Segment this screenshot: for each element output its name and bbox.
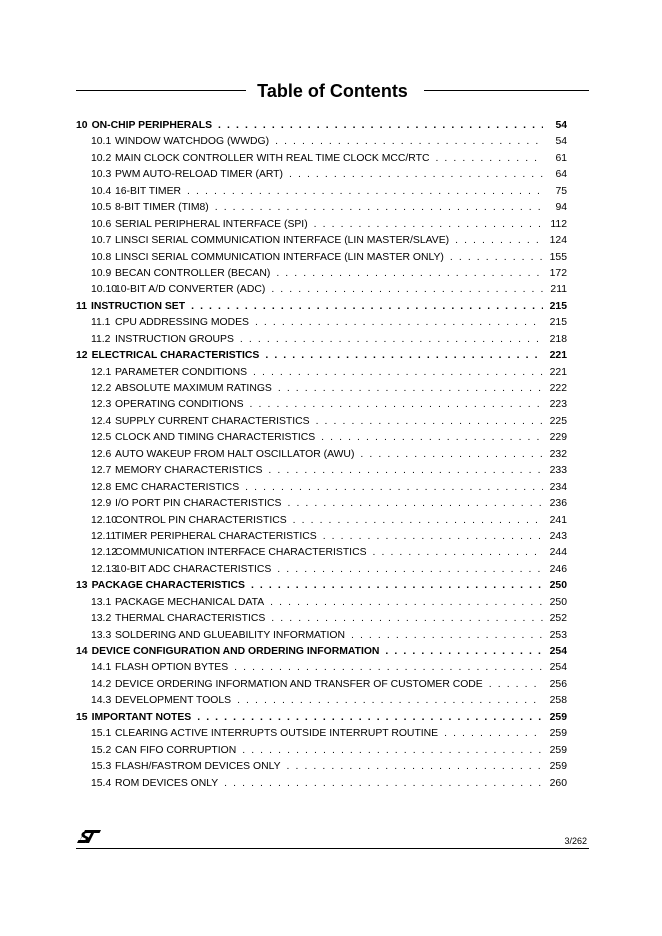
- toc-entry-number: 13: [76, 580, 88, 592]
- toc-section-entry[interactable]: [76, 743, 567, 759]
- toc-entry-page: 54: [555, 120, 567, 131]
- toc-entry-label: I/O PORT PIN CHARACTERISTICS: [115, 498, 282, 510]
- toc-chapter-entry[interactable]: [76, 644, 567, 660]
- toc-entry-label: LINSCI SERIAL COMMUNICATION INTERFACE (LIN MASTER/SLAVE): [115, 235, 450, 247]
- toc-dot-leader: [385, 644, 543, 660]
- toc-entry-page: 259: [549, 711, 567, 723]
- toc-entry-label: INSTRUCTION GROUPS: [115, 333, 234, 345]
- toc-entry-page: 61: [555, 152, 567, 164]
- toc-entry-label: FLASH/FASTROM DEVICES ONLY: [115, 761, 281, 773]
- toc-dot-leader: [323, 529, 543, 545]
- toc-dot-leader: [289, 167, 543, 183]
- toc-entry-page: 233: [549, 465, 567, 477]
- toc-chapter-entry[interactable]: [76, 348, 567, 364]
- toc-chapter-entry[interactable]: [76, 118, 567, 134]
- toc-dot-leader: [278, 381, 543, 397]
- toc-dot-leader: [351, 628, 543, 644]
- toc-dot-leader: [287, 496, 543, 512]
- toc-entry-page: 260: [549, 777, 567, 789]
- toc-entry-number: 15: [76, 711, 88, 723]
- toc-entry-number: 13.2: [91, 613, 112, 625]
- toc-entry-page: 241: [549, 514, 567, 526]
- toc-section-entry[interactable]: [76, 430, 567, 446]
- toc-entry-number: 10: [76, 120, 88, 131]
- toc-entry-label: CPU ADDRESSING MODES: [115, 317, 249, 329]
- toc-entry-page: 112: [550, 218, 567, 230]
- toc-dot-leader: [270, 595, 543, 611]
- toc-entry-page: 222: [549, 383, 567, 394]
- toc-dot-leader: [271, 282, 543, 298]
- toc-chapter-entry[interactable]: [76, 710, 567, 726]
- toc-dot-leader: [360, 447, 543, 463]
- toc-entry-number: 12: [76, 350, 88, 362]
- toc-entry-label: PACKAGE MECHANICAL DATA: [115, 596, 265, 608]
- toc-entry-number: 10.6: [91, 218, 112, 230]
- toc-entry-page: 94: [555, 202, 567, 214]
- toc-entry-label: CLOCK AND TIMING CHARACTERISTICS: [115, 432, 316, 444]
- toc-chapter-entry[interactable]: [76, 299, 567, 315]
- toc-entry-page: 221: [549, 350, 567, 362]
- toc-dot-leader: [321, 430, 543, 446]
- toc-entry-page: 215: [549, 317, 567, 329]
- toc-dot-leader: [450, 250, 543, 266]
- toc-entry-page: 64: [555, 169, 567, 181]
- toc-entry-page: 259: [549, 744, 567, 756]
- toc-entry-page: 155: [549, 251, 567, 263]
- toc-entry-label: WINDOW WATCHDOG (WWDG): [115, 136, 270, 148]
- toc-dot-leader: [191, 299, 543, 315]
- toc-dot-leader: [373, 545, 544, 561]
- toc-section-entry[interactable]: [76, 726, 567, 742]
- toc-section-entry[interactable]: [76, 677, 567, 693]
- toc-entry-page: 253: [549, 629, 567, 641]
- toc-dot-leader: [293, 513, 543, 529]
- toc-entry-label: LINSCI SERIAL COMMUNICATION INTERFACE (LIN MASTER ONLY): [115, 251, 444, 263]
- toc-section-entry[interactable]: [76, 693, 567, 709]
- toc-entry-label: FLASH OPTION BYTES: [115, 662, 229, 674]
- toc-entry-number: 14.1: [91, 662, 112, 674]
- toc-entry-label: ABSOLUTE MAXIMUM RATINGS: [115, 383, 272, 394]
- toc-dot-leader: [237, 693, 543, 709]
- toc-entry-number: 12.8: [91, 481, 112, 493]
- toc-dot-leader: [234, 660, 543, 676]
- toc-section-entry[interactable]: [76, 200, 567, 216]
- toc-entry-number: 10.1: [91, 136, 112, 148]
- toc-entry-label: PACKAGE CHARACTERISTICS: [91, 580, 245, 592]
- toc-section-entry[interactable]: [76, 233, 567, 249]
- toc-section-entry[interactable]: [76, 660, 567, 676]
- toc-entry-page: 246: [549, 563, 567, 575]
- toc-entry-number: 13.1: [91, 596, 112, 608]
- toc-entry-page: 256: [549, 678, 567, 690]
- toc-dot-leader: [187, 184, 543, 200]
- toc-section-entry[interactable]: [76, 151, 567, 167]
- toc-entry-number: 15.4: [91, 777, 112, 789]
- toc-section-entry[interactable]: [76, 217, 567, 233]
- toc-entry-number: 12.5: [91, 432, 112, 444]
- toc-entry-label: ON-CHIP PERIPHERALS: [91, 120, 213, 131]
- toc-entry-number: 15.2: [91, 744, 112, 756]
- toc-entry-number: 12.7: [91, 465, 112, 477]
- toc-entry-label: DEVICE CONFIGURATION AND ORDERING INFORMATION: [91, 646, 380, 657]
- toc-dot-leader: [444, 726, 543, 742]
- toc-entry-number: 14: [76, 646, 88, 657]
- toc-entry-page: 223: [549, 399, 567, 411]
- toc-entry-number: 12.4: [91, 415, 112, 427]
- toc-entry-page: 221: [549, 366, 567, 378]
- toc-dot-leader: [316, 414, 543, 430]
- toc-entry-label: OPERATING CONDITIONS: [115, 399, 244, 411]
- toc-entry-number: 12.6: [91, 448, 112, 460]
- toc-entry-page: 236: [549, 498, 567, 510]
- toc-section-entry[interactable]: [76, 496, 567, 512]
- toc-entry-label: 10-BIT A/D CONVERTER (ADC): [115, 284, 266, 296]
- toc-entry-number: 12.9: [91, 498, 112, 510]
- toc-entry-number: 10.8: [91, 251, 112, 263]
- toc-section-entry[interactable]: [76, 776, 567, 792]
- toc-section-entry[interactable]: [76, 282, 567, 298]
- toc-section-entry[interactable]: [76, 134, 567, 150]
- toc-dot-leader: [255, 315, 543, 331]
- toc-entry-page: 211: [550, 284, 567, 296]
- toc-dot-leader: [197, 710, 543, 726]
- toc-entry-label: MEMORY CHARACTERISTICS: [115, 465, 263, 477]
- toc-entry-label: SERIAL PERIPHERAL INTERFACE (SPI): [115, 218, 308, 230]
- toc-entry-label: BECAN CONTROLLER (BECAN): [115, 267, 271, 279]
- toc-entry-number: 10.3: [91, 169, 112, 181]
- toc-section-entry[interactable]: [76, 480, 567, 496]
- toc-entry-number: 12.10: [91, 514, 118, 526]
- toc-entry-page: 259: [549, 761, 567, 773]
- toc-entry-label: MAIN CLOCK CONTROLLER WITH REAL TIME CLOCK MCC/RTC: [115, 152, 430, 164]
- footer-page-number: 3/262: [564, 836, 587, 846]
- toc-entry-number: 12.1: [91, 366, 112, 378]
- toc-dot-leader: [251, 578, 543, 594]
- toc-entry-label: 10-BIT ADC CHARACTERISTICS: [115, 563, 272, 575]
- toc-section-entry[interactable]: [76, 397, 567, 413]
- toc-entry-number: 10.5: [91, 202, 112, 214]
- toc-section-entry[interactable]: [76, 184, 567, 200]
- toc-dot-leader: [314, 217, 543, 233]
- toc-entry-number: 12.13: [91, 563, 118, 575]
- toc-entry-number: 15.1: [91, 728, 112, 740]
- toc-entry-page: 229: [549, 432, 567, 444]
- toc-entry-page: 250: [549, 596, 567, 608]
- toc-entry-label: EMC CHARACTERISTICS: [115, 481, 240, 493]
- toc-entry-number: 12.3: [91, 399, 112, 411]
- toc-entry-label: CAN FIFO CORRUPTION: [115, 744, 237, 756]
- toc-entry-page: 254: [549, 646, 567, 657]
- toc-entry-label: SUPPLY CURRENT CHARACTERISTICS: [115, 415, 310, 427]
- toc-dot-leader: [265, 348, 543, 364]
- toc-entry-label: 8-BIT TIMER (TIM8): [115, 202, 209, 214]
- toc-entry-label: ROM DEVICES ONLY: [115, 777, 219, 789]
- toc-dot-leader: [215, 200, 543, 216]
- toc-entry-number: 14.2: [91, 678, 112, 690]
- toc-dot-leader: [218, 118, 543, 134]
- toc-section-entry[interactable]: [76, 365, 567, 381]
- toc-entry-number: 15.3: [91, 761, 112, 773]
- toc-section-entry[interactable]: [76, 628, 567, 644]
- toc-entry-page: 54: [555, 136, 567, 148]
- toc-entry-label: THERMAL CHARACTERISTICS: [115, 613, 266, 625]
- toc-entry-page: 124: [549, 235, 567, 247]
- toc-entry-page: 259: [549, 728, 567, 740]
- toc-dot-leader: [240, 332, 543, 348]
- toc-section-entry[interactable]: [76, 167, 567, 183]
- toc-entry-page: 252: [549, 613, 567, 625]
- toc-entry-page: 215: [549, 300, 567, 312]
- toc-entry-label: COMMUNICATION INTERFACE CHARACTERISTICS: [115, 547, 367, 559]
- toc-entry-number: 11.1: [91, 317, 111, 329]
- toc-dot-leader: [489, 677, 543, 693]
- toc-section-entry[interactable]: [76, 513, 567, 529]
- toc-entry-page: 225: [549, 415, 567, 427]
- toc-dot-leader: [276, 266, 543, 282]
- toc-dot-leader: [455, 233, 543, 249]
- toc-entry-number: 11.2: [91, 333, 111, 345]
- title-block: [76, 79, 589, 103]
- st-logo-icon: [76, 828, 102, 846]
- toc-entry-label: PWM AUTO-RELOAD TIMER (ART): [115, 169, 283, 181]
- toc-chapter-entry[interactable]: [76, 578, 567, 594]
- toc-entry-label: CLEARING ACTIVE INTERRUPTS OUTSIDE INTERRUPT ROUTINE: [115, 728, 439, 740]
- toc-dot-leader: [245, 480, 543, 496]
- toc-dot-leader: [242, 743, 543, 759]
- toc-entry-label: SOLDERING AND GLUEABILITY INFORMATION: [115, 629, 345, 641]
- toc-entry-label: INSTRUCTION SET: [90, 300, 186, 312]
- title-rule-right: [424, 90, 589, 91]
- toc-section-entry[interactable]: [76, 529, 567, 545]
- toc-entry-page: 244: [549, 547, 567, 559]
- toc-section-entry[interactable]: [76, 315, 567, 331]
- toc-entry-label: ELECTRICAL CHARACTERISTICS: [91, 350, 260, 362]
- toc-section-entry[interactable]: [76, 545, 567, 561]
- toc-entry-page: 218: [549, 333, 567, 345]
- toc-entry-label: DEVICE ORDERING INFORMATION AND TRANSFER OF CUSTOMER CODE: [115, 678, 483, 690]
- toc-entry-label: TIMER PERIPHERAL CHARACTERISTICS: [115, 530, 317, 542]
- page-title: Table of Contents: [257, 81, 408, 101]
- toc-entry-label: IMPORTANT NOTES: [91, 711, 192, 723]
- toc-entry-label: CONTROL PIN CHARACTERISTICS: [115, 514, 287, 526]
- toc-entry-page: 243: [549, 530, 567, 542]
- toc-section-entry[interactable]: [76, 759, 567, 775]
- toc-entry-page: 250: [549, 580, 567, 592]
- toc-entry-label: AUTO WAKEUP FROM HALT OSCILLATOR (AWU): [115, 448, 355, 460]
- toc-entry-number: 10.7: [91, 235, 112, 247]
- toc-entry-page: 234: [549, 481, 567, 493]
- toc-entry-number: 12.2: [91, 383, 112, 394]
- toc-dot-leader: [268, 463, 543, 479]
- toc-entry-number: 12.12: [91, 547, 118, 559]
- toc-entry-page: 232: [549, 448, 567, 460]
- toc-entry-number: 13.3: [91, 629, 112, 641]
- toc-entry-number: 10.9: [91, 267, 112, 279]
- toc-entry-page: 172: [549, 267, 567, 279]
- toc-dot-leader: [287, 759, 543, 775]
- toc-dot-leader: [224, 776, 543, 792]
- toc-section-entry[interactable]: [76, 447, 567, 463]
- toc-entry-page: 254: [549, 662, 567, 674]
- footer-rule: [76, 848, 589, 849]
- toc-dot-leader: [435, 151, 543, 167]
- toc-list: [76, 118, 567, 792]
- toc-section-entry[interactable]: [76, 381, 567, 397]
- toc-entry-page: 258: [549, 695, 567, 707]
- toc-entry-number: 12.11: [91, 530, 117, 542]
- toc-entry-page: 75: [555, 185, 567, 197]
- toc-dot-leader: [275, 134, 543, 150]
- toc-dot-leader: [250, 397, 543, 413]
- toc-entry-number: 14.3: [91, 695, 112, 707]
- toc-section-entry[interactable]: [76, 414, 567, 430]
- toc-dot-leader: [271, 611, 543, 627]
- toc-entry-label: 16-BIT TIMER: [115, 185, 182, 197]
- toc-entry-number: 10.2: [91, 152, 112, 164]
- toc-entry-label: DEVELOPMENT TOOLS: [115, 695, 232, 707]
- toc-section-entry[interactable]: [76, 250, 567, 266]
- toc-section-entry[interactable]: [76, 562, 567, 578]
- toc-entry-number: 10.10: [91, 284, 118, 296]
- toc-section-entry[interactable]: [76, 611, 567, 627]
- toc-section-entry[interactable]: [76, 332, 567, 348]
- toc-entry-label: PARAMETER CONDITIONS: [115, 366, 248, 378]
- toc-dot-leader: [253, 365, 543, 381]
- toc-entry-number: 10.4: [91, 185, 112, 197]
- toc-section-entry[interactable]: [76, 463, 567, 479]
- toc-entry-number: 11: [76, 300, 87, 312]
- toc-section-entry[interactable]: [76, 266, 567, 282]
- toc-dot-leader: [277, 562, 543, 578]
- toc-section-entry[interactable]: [76, 595, 567, 611]
